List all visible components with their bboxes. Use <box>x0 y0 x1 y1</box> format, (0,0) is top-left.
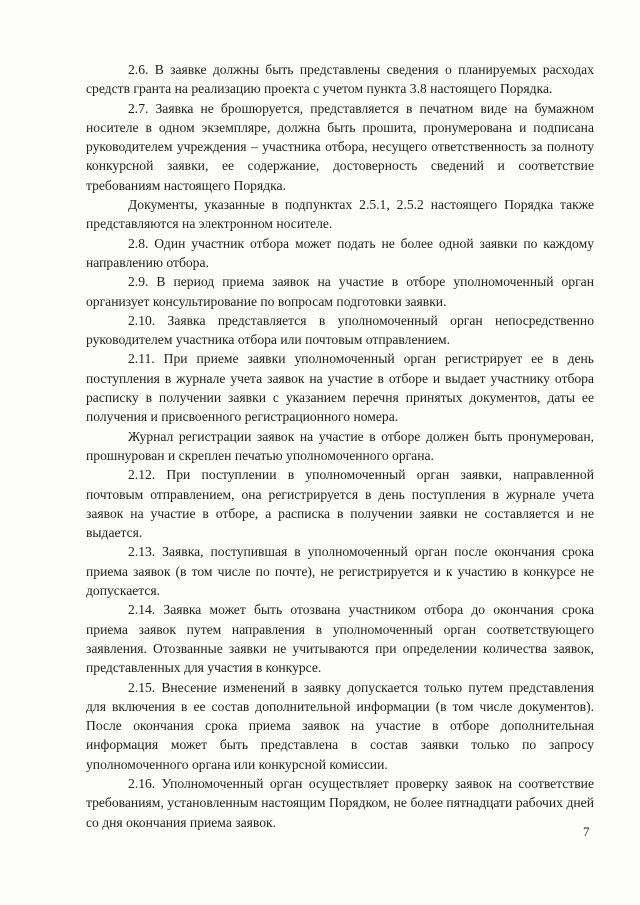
paragraph-2-8: 2.8. Один участник отбора может подать не более одной заявки по каждому направлению отбора. <box>86 235 594 270</box>
paragraph-registration-journal: Журнал регистрации заявок на участие в отборе должен быть пронумерован, прошнурован и скреплен печатью уполномоченного органа. <box>86 428 594 463</box>
paragraph-2-13: 2.13. Заявка, поступившая в уполномоченный орган после окончания срока приема заявок (в том числе по почте), не регистрируется и к участию в конкурсе не допускается. <box>86 544 594 599</box>
paragraph-2-12: 2.12. При поступлении в уполномоченный орган заявки, направленной почтовым отправлением, она регистрируется в день поступления в журнале учета заявок на участие в отборе, а расписка в получении заявки не составляется и не выдается. <box>86 467 594 541</box>
document-body <box>86 60 594 832</box>
paragraph-2-15: 2.15. Внесение изменений в заявку допускается только путем представления для включения в ее состав дополнительной информации (в том числе документов). После окончания срока приема заявок на участие в отборе дополнительная информация может быть представлена в состав заявки только по запросу уполномоченного органа или конкурсной комиссии. <box>86 679 594 772</box>
paragraph-2-11: 2.11. При приеме заявки уполномоченный орган регистрирует ее в день поступления в журнале учета заявок на участие в отборе и выдает участнику отбора расписку в получении заявки с указанием перечня принятых документов, даты ее получения и присвоенного регистрационного номера. <box>86 351 594 425</box>
paragraph-2-16: 2.16. Уполномоченный орган осуществляет проверку заявок на соответствие требованиям, установленным настоящим Порядком, не более пятнадцати рабочих дней со дня окончания приема заявок. <box>86 775 594 830</box>
paragraph-documents-electronic: Документы, указанные в подпунктах 2.5.1, 2.5.2 настоящего Порядка также представляются на электронном носителе. <box>86 197 594 232</box>
paragraph-2-6: 2.6. В заявке должны быть представлены сведения о планируемых расходах средств гранта на реализацию проекта с учетом пункта 3.8 настоящего Порядка. <box>86 62 594 97</box>
page-number: 7 <box>583 824 590 839</box>
paragraph-2-10: 2.10. Заявка представляется в уполномоченный орган непосредственно руководителем участника отбора или почтовым отправлением. <box>86 312 594 348</box>
paragraph-2-9: 2.9. В период приема заявок на участие в отборе уполномоченный орган организует консультирование по вопросам подготовки заявки. <box>86 274 594 309</box>
paragraph-2-14: 2.14. Заявка может быть отозвана участником отбора до окончания срока приема заявок путем направления в уполномоченный орган соответствующего заявления. Отозванные заявки не учитываются при определении количества заявок, представленных для участия в конкурсе. <box>86 602 594 676</box>
paragraph-2-7: 2.7. Заявка не брошюруется, представляется в печатном виде на бумажном носителе в одном экземпляре, должна быть прошита, пронумерована и подписана руководителем учреждения – участника отбора, несущего ответственность за полноту конкурсной заявки, ее содержание, достоверность сведений и соответствие требованиям настоящего Порядка. <box>86 100 594 193</box>
